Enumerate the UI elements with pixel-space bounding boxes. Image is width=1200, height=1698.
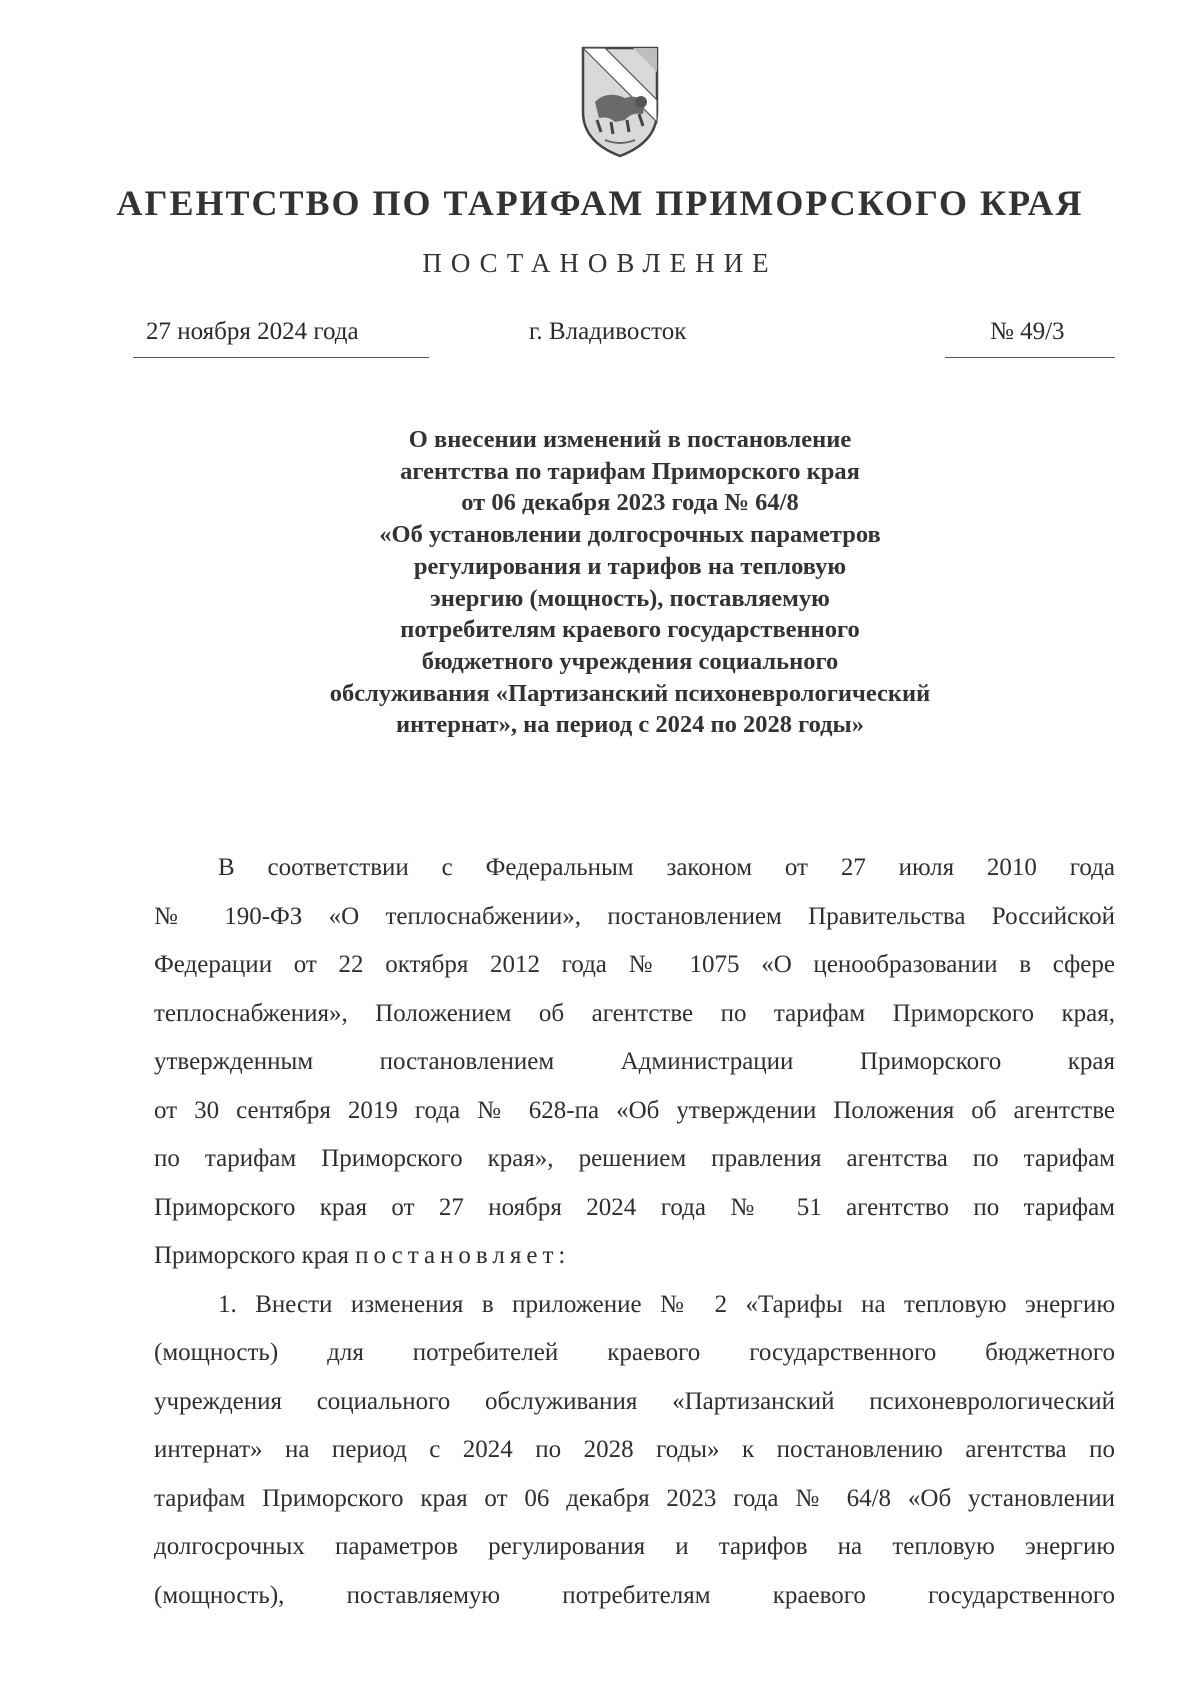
subject-line: регулирования и тарифов на тепловую	[413, 552, 847, 580]
item-1-line: учреждения социального обслуживания «Партизанский психоневрологический	[154, 1387, 1115, 1415]
preamble-last-text: Приморского края	[154, 1242, 349, 1269]
preamble-line: по тарифам Приморского края», решением правления агентства по тарифам	[154, 1145, 1115, 1172]
item-1-line: (мощность) для потребителей краевого государственного бюджетного	[154, 1339, 1115, 1366]
item-1-line: долгосрочных параметров регулирования и тарифов на тепловую энергию	[154, 1533, 1115, 1560]
item-1-line: интернат» на период с 2024 по 2028 годы» к постановлению агентства по	[154, 1436, 1115, 1463]
date-underline	[133, 357, 429, 358]
number-underline	[945, 357, 1115, 358]
item-1-line: 1. Внести изменения в приложение № 2 «Тарифы на тепловую энергию	[218, 1290, 1115, 1318]
agency-title: АГЕНТСТВО ПО ТАРИФАМ ПРИМОРСКОГО КРАЯ	[116, 183, 1084, 223]
subject-line: «Об установлении долгосрочных параметров	[379, 521, 881, 549]
preamble-line: Федерации от 22 октября 2012 года № 1075 «О ценообразовании в сфере	[154, 951, 1115, 978]
document-body	[154, 844, 1115, 1620]
preamble-line: Приморского края от 27 ноября 2024 года № 51 агентство по тарифам	[154, 1193, 1115, 1221]
item-1-line: тарифам Приморского края от 06 декабря 2023 года № 64/8 «Об установлении	[154, 1484, 1115, 1512]
coat-of-arms-icon	[575, 42, 665, 160]
item-1-line: (мощность), поставляемую потребителям краевого государственного	[154, 1581, 1115, 1609]
subject-line: потребителям краевого государственного	[400, 616, 860, 644]
preamble-closing	[154, 1232, 1115, 1281]
document-number: № 49/3	[990, 318, 1065, 345]
preamble-line: В соответствии с Федеральным законом от 27 июля 2010 года	[218, 854, 1115, 881]
subject-line: О внесении изменений в постановление	[408, 426, 852, 453]
preamble-line: № 190-ФЗ «О теплоснабжении», постановлением Правительства Российской	[154, 902, 1115, 930]
preamble-line: от 30 сентября 2019 года № 628-па «Об утверждении Положения об агентстве	[154, 1096, 1115, 1124]
preamble-line: утвержденным постановлением Администрации Приморского края	[154, 1048, 1115, 1075]
document-type: ПОСТАНОВЛЕНИЕ	[422, 248, 778, 278]
subject-line: обслуживания «Партизанский психоневрологический	[329, 679, 931, 707]
subject-line: энергию (мощность), поставляемую	[430, 584, 830, 612]
subject-line: агентства по тарифам Приморского края	[400, 457, 860, 485]
subject-line: от 06 декабря 2023 года № 64/8	[461, 489, 799, 517]
document-date: 27 ноября 2024 года	[146, 318, 359, 345]
document-city: г. Владивосток	[529, 318, 687, 345]
document-subject	[230, 424, 1030, 741]
subject-line: бюджетного учреждения социального	[421, 647, 839, 675]
preamble-line: теплоснабжения», Положением об агентстве по тарифам Приморского края,	[154, 999, 1115, 1027]
subject-line: интернат», на период с 2024 по 2028 годы»	[396, 711, 864, 739]
resolves-word: постановляет:	[355, 1242, 571, 1269]
